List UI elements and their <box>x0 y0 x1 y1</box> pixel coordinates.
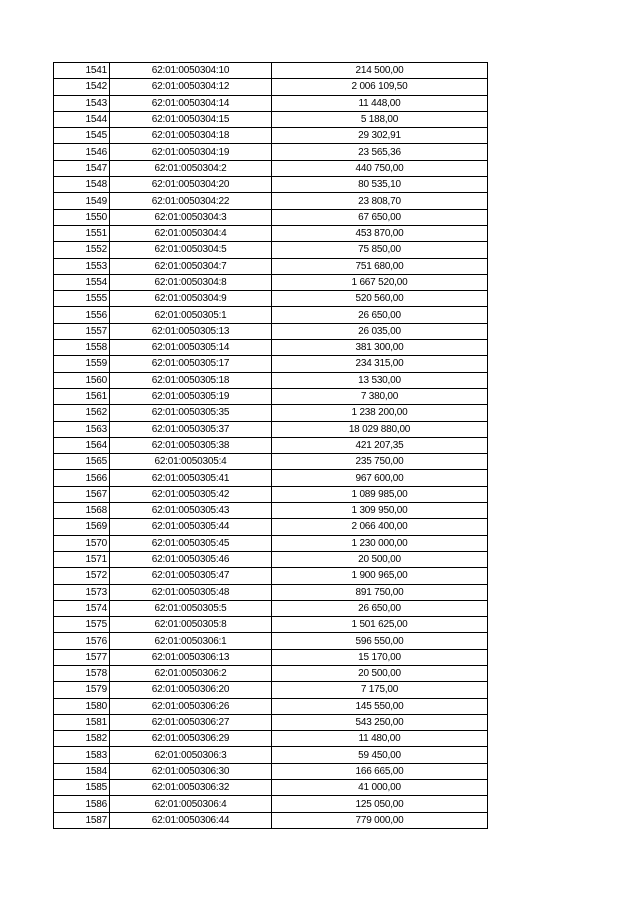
cadastral-number-cell: 62:01:0050304:19 <box>110 144 272 160</box>
row-number-cell: 1572 <box>54 568 110 584</box>
row-number-cell: 1584 <box>54 763 110 779</box>
row-number-cell: 1558 <box>54 340 110 356</box>
cadastral-number-cell: 62:01:0050304:22 <box>110 193 272 209</box>
cadastral-number-cell: 62:01:0050305:45 <box>110 535 272 551</box>
cadastral-number-cell: 62:01:0050304:8 <box>110 274 272 290</box>
table-row <box>54 291 488 307</box>
table-row <box>54 617 488 633</box>
value-cell: 1 230 000,00 <box>272 535 488 551</box>
table-row <box>54 649 488 665</box>
cadastral-number-cell: 62:01:0050305:8 <box>110 617 272 633</box>
table-row <box>54 796 488 812</box>
value-cell: 20 500,00 <box>272 665 488 681</box>
row-number-cell: 1547 <box>54 160 110 176</box>
cadastral-number-cell: 62:01:0050304:20 <box>110 177 272 193</box>
table-row <box>54 470 488 486</box>
value-cell: 67 650,00 <box>272 209 488 225</box>
cadastral-number-cell: 62:01:0050305:17 <box>110 356 272 372</box>
table-row <box>54 698 488 714</box>
cadastral-number-cell: 62:01:0050306:13 <box>110 649 272 665</box>
value-cell: 13 530,00 <box>272 372 488 388</box>
table-row <box>54 665 488 681</box>
cadastral-number-cell: 62:01:0050304:9 <box>110 291 272 307</box>
cadastral-number-cell: 62:01:0050305:14 <box>110 340 272 356</box>
row-number-cell: 1578 <box>54 665 110 681</box>
cadastral-number-cell: 62:01:0050305:46 <box>110 551 272 567</box>
table-row <box>54 454 488 470</box>
value-cell: 166 665,00 <box>272 763 488 779</box>
table-row <box>54 519 488 535</box>
cadastral-number-cell: 62:01:0050305:41 <box>110 470 272 486</box>
cadastral-number-cell: 62:01:0050305:37 <box>110 421 272 437</box>
row-number-cell: 1569 <box>54 519 110 535</box>
value-cell: 596 550,00 <box>272 633 488 649</box>
row-number-cell: 1541 <box>54 63 110 79</box>
table-row <box>54 421 488 437</box>
row-number-cell: 1553 <box>54 258 110 274</box>
table-row <box>54 111 488 127</box>
row-number-cell: 1581 <box>54 714 110 730</box>
value-cell: 23 808,70 <box>272 193 488 209</box>
row-number-cell: 1542 <box>54 79 110 95</box>
table-row <box>54 307 488 323</box>
table-row <box>54 274 488 290</box>
cadastral-value-table <box>53 62 488 829</box>
cadastral-number-cell: 62:01:0050306:30 <box>110 763 272 779</box>
cadastral-number-cell: 62:01:0050306:20 <box>110 682 272 698</box>
value-cell: 440 750,00 <box>272 160 488 176</box>
value-cell: 26 035,00 <box>272 323 488 339</box>
table-row <box>54 225 488 241</box>
value-cell: 1 900 965,00 <box>272 568 488 584</box>
value-cell: 41 000,00 <box>272 780 488 796</box>
row-number-cell: 1577 <box>54 649 110 665</box>
value-cell: 5 188,00 <box>272 111 488 127</box>
value-cell: 891 750,00 <box>272 584 488 600</box>
row-number-cell: 1556 <box>54 307 110 323</box>
table-row <box>54 258 488 274</box>
cadastral-number-cell: 62:01:0050305:18 <box>110 372 272 388</box>
value-cell: 7 380,00 <box>272 388 488 404</box>
value-cell: 2 006 109,50 <box>272 79 488 95</box>
cadastral-number-cell: 62:01:0050305:44 <box>110 519 272 535</box>
table-row <box>54 633 488 649</box>
row-number-cell: 1563 <box>54 421 110 437</box>
row-number-cell: 1583 <box>54 747 110 763</box>
row-number-cell: 1587 <box>54 812 110 828</box>
cadastral-number-cell: 62:01:0050306:27 <box>110 714 272 730</box>
table-row <box>54 79 488 95</box>
value-cell: 381 300,00 <box>272 340 488 356</box>
row-number-cell: 1555 <box>54 291 110 307</box>
table-row <box>54 731 488 747</box>
row-number-cell: 1573 <box>54 584 110 600</box>
cadastral-number-cell: 62:01:0050305:13 <box>110 323 272 339</box>
row-number-cell: 1549 <box>54 193 110 209</box>
row-number-cell: 1580 <box>54 698 110 714</box>
cadastral-number-cell: 62:01:0050306:4 <box>110 796 272 812</box>
cadastral-number-cell: 62:01:0050306:2 <box>110 665 272 681</box>
value-cell: 751 680,00 <box>272 258 488 274</box>
cadastral-number-cell: 62:01:0050305:47 <box>110 568 272 584</box>
table-row <box>54 356 488 372</box>
cadastral-number-cell: 62:01:0050305:35 <box>110 405 272 421</box>
cadastral-number-cell: 62:01:0050304:5 <box>110 242 272 258</box>
table-row <box>54 144 488 160</box>
cadastral-number-cell: 62:01:0050304:7 <box>110 258 272 274</box>
row-number-cell: 1561 <box>54 388 110 404</box>
table-row <box>54 486 488 502</box>
table-row <box>54 503 488 519</box>
value-cell: 75 850,00 <box>272 242 488 258</box>
value-cell: 11 448,00 <box>272 95 488 111</box>
table-row <box>54 437 488 453</box>
cadastral-number-cell: 62:01:0050304:4 <box>110 225 272 241</box>
row-number-cell: 1552 <box>54 242 110 258</box>
value-cell: 145 550,00 <box>272 698 488 714</box>
cadastral-number-cell: 62:01:0050304:18 <box>110 128 272 144</box>
cadastral-number-cell: 62:01:0050305:4 <box>110 454 272 470</box>
cadastral-number-cell: 62:01:0050306:26 <box>110 698 272 714</box>
table-row <box>54 600 488 616</box>
value-cell: 15 170,00 <box>272 649 488 665</box>
value-cell: 520 560,00 <box>272 291 488 307</box>
row-number-cell: 1579 <box>54 682 110 698</box>
row-number-cell: 1576 <box>54 633 110 649</box>
row-number-cell: 1545 <box>54 128 110 144</box>
cadastral-number-cell: 62:01:0050304:3 <box>110 209 272 225</box>
value-cell: 543 250,00 <box>272 714 488 730</box>
cadastral-number-cell: 62:01:0050305:48 <box>110 584 272 600</box>
table-row <box>54 193 488 209</box>
table-row <box>54 95 488 111</box>
value-cell: 59 450,00 <box>272 747 488 763</box>
row-number-cell: 1551 <box>54 225 110 241</box>
row-number-cell: 1559 <box>54 356 110 372</box>
value-cell: 1 089 985,00 <box>272 486 488 502</box>
value-cell: 2 066 400,00 <box>272 519 488 535</box>
table-row <box>54 405 488 421</box>
row-number-cell: 1546 <box>54 144 110 160</box>
value-cell: 26 650,00 <box>272 600 488 616</box>
cadastral-number-cell: 62:01:0050304:12 <box>110 79 272 95</box>
table-row <box>54 128 488 144</box>
value-cell: 453 870,00 <box>272 225 488 241</box>
cadastral-number-cell: 62:01:0050305:19 <box>110 388 272 404</box>
table-row <box>54 535 488 551</box>
value-cell: 7 175,00 <box>272 682 488 698</box>
table-row <box>54 714 488 730</box>
table-row <box>54 160 488 176</box>
value-cell: 1 309 950,00 <box>272 503 488 519</box>
cadastral-number-cell: 62:01:0050305:38 <box>110 437 272 453</box>
cadastral-number-cell: 62:01:0050304:2 <box>110 160 272 176</box>
value-cell: 20 500,00 <box>272 551 488 567</box>
row-number-cell: 1586 <box>54 796 110 812</box>
row-number-cell: 1571 <box>54 551 110 567</box>
value-cell: 967 600,00 <box>272 470 488 486</box>
cadastral-number-cell: 62:01:0050306:1 <box>110 633 272 649</box>
row-number-cell: 1550 <box>54 209 110 225</box>
table-row <box>54 584 488 600</box>
row-number-cell: 1560 <box>54 372 110 388</box>
cadastral-number-cell: 62:01:0050306:3 <box>110 747 272 763</box>
table-row <box>54 747 488 763</box>
table-row <box>54 372 488 388</box>
cadastral-number-cell: 62:01:0050304:14 <box>110 95 272 111</box>
cadastral-number-cell: 62:01:0050305:42 <box>110 486 272 502</box>
table-row <box>54 568 488 584</box>
row-number-cell: 1562 <box>54 405 110 421</box>
value-cell: 23 565,36 <box>272 144 488 160</box>
value-cell: 1 667 520,00 <box>272 274 488 290</box>
cadastral-number-cell: 62:01:0050306:44 <box>110 812 272 828</box>
value-cell: 421 207,35 <box>272 437 488 453</box>
row-number-cell: 1568 <box>54 503 110 519</box>
row-number-cell: 1582 <box>54 731 110 747</box>
row-number-cell: 1554 <box>54 274 110 290</box>
table-body <box>54 63 488 829</box>
value-cell: 1 501 625,00 <box>272 617 488 633</box>
row-number-cell: 1544 <box>54 111 110 127</box>
cadastral-number-cell: 62:01:0050306:29 <box>110 731 272 747</box>
row-number-cell: 1567 <box>54 486 110 502</box>
table-row <box>54 63 488 79</box>
row-number-cell: 1575 <box>54 617 110 633</box>
row-number-cell: 1548 <box>54 177 110 193</box>
value-cell: 214 500,00 <box>272 63 488 79</box>
row-number-cell: 1564 <box>54 437 110 453</box>
row-number-cell: 1570 <box>54 535 110 551</box>
table-row <box>54 340 488 356</box>
row-number-cell: 1585 <box>54 780 110 796</box>
row-number-cell: 1543 <box>54 95 110 111</box>
table-row <box>54 812 488 828</box>
cadastral-number-cell: 62:01:0050304:15 <box>110 111 272 127</box>
table-row <box>54 682 488 698</box>
value-cell: 80 535,10 <box>272 177 488 193</box>
row-number-cell: 1574 <box>54 600 110 616</box>
table-row <box>54 763 488 779</box>
row-number-cell: 1557 <box>54 323 110 339</box>
cadastral-number-cell: 62:01:0050304:10 <box>110 63 272 79</box>
cadastral-number-cell: 62:01:0050305:43 <box>110 503 272 519</box>
table-row <box>54 209 488 225</box>
table-row <box>54 551 488 567</box>
table-row <box>54 780 488 796</box>
table-row <box>54 388 488 404</box>
table-row <box>54 177 488 193</box>
table-row <box>54 242 488 258</box>
value-cell: 18 029 880,00 <box>272 421 488 437</box>
value-cell: 779 000,00 <box>272 812 488 828</box>
value-cell: 234 315,00 <box>272 356 488 372</box>
value-cell: 1 238 200,00 <box>272 405 488 421</box>
row-number-cell: 1566 <box>54 470 110 486</box>
cadastral-number-cell: 62:01:0050305:5 <box>110 600 272 616</box>
cadastral-number-cell: 62:01:0050306:32 <box>110 780 272 796</box>
value-cell: 29 302,91 <box>272 128 488 144</box>
cadastral-number-cell: 62:01:0050305:1 <box>110 307 272 323</box>
value-cell: 11 480,00 <box>272 731 488 747</box>
table-row <box>54 323 488 339</box>
row-number-cell: 1565 <box>54 454 110 470</box>
value-cell: 26 650,00 <box>272 307 488 323</box>
value-cell: 235 750,00 <box>272 454 488 470</box>
value-cell: 125 050,00 <box>272 796 488 812</box>
